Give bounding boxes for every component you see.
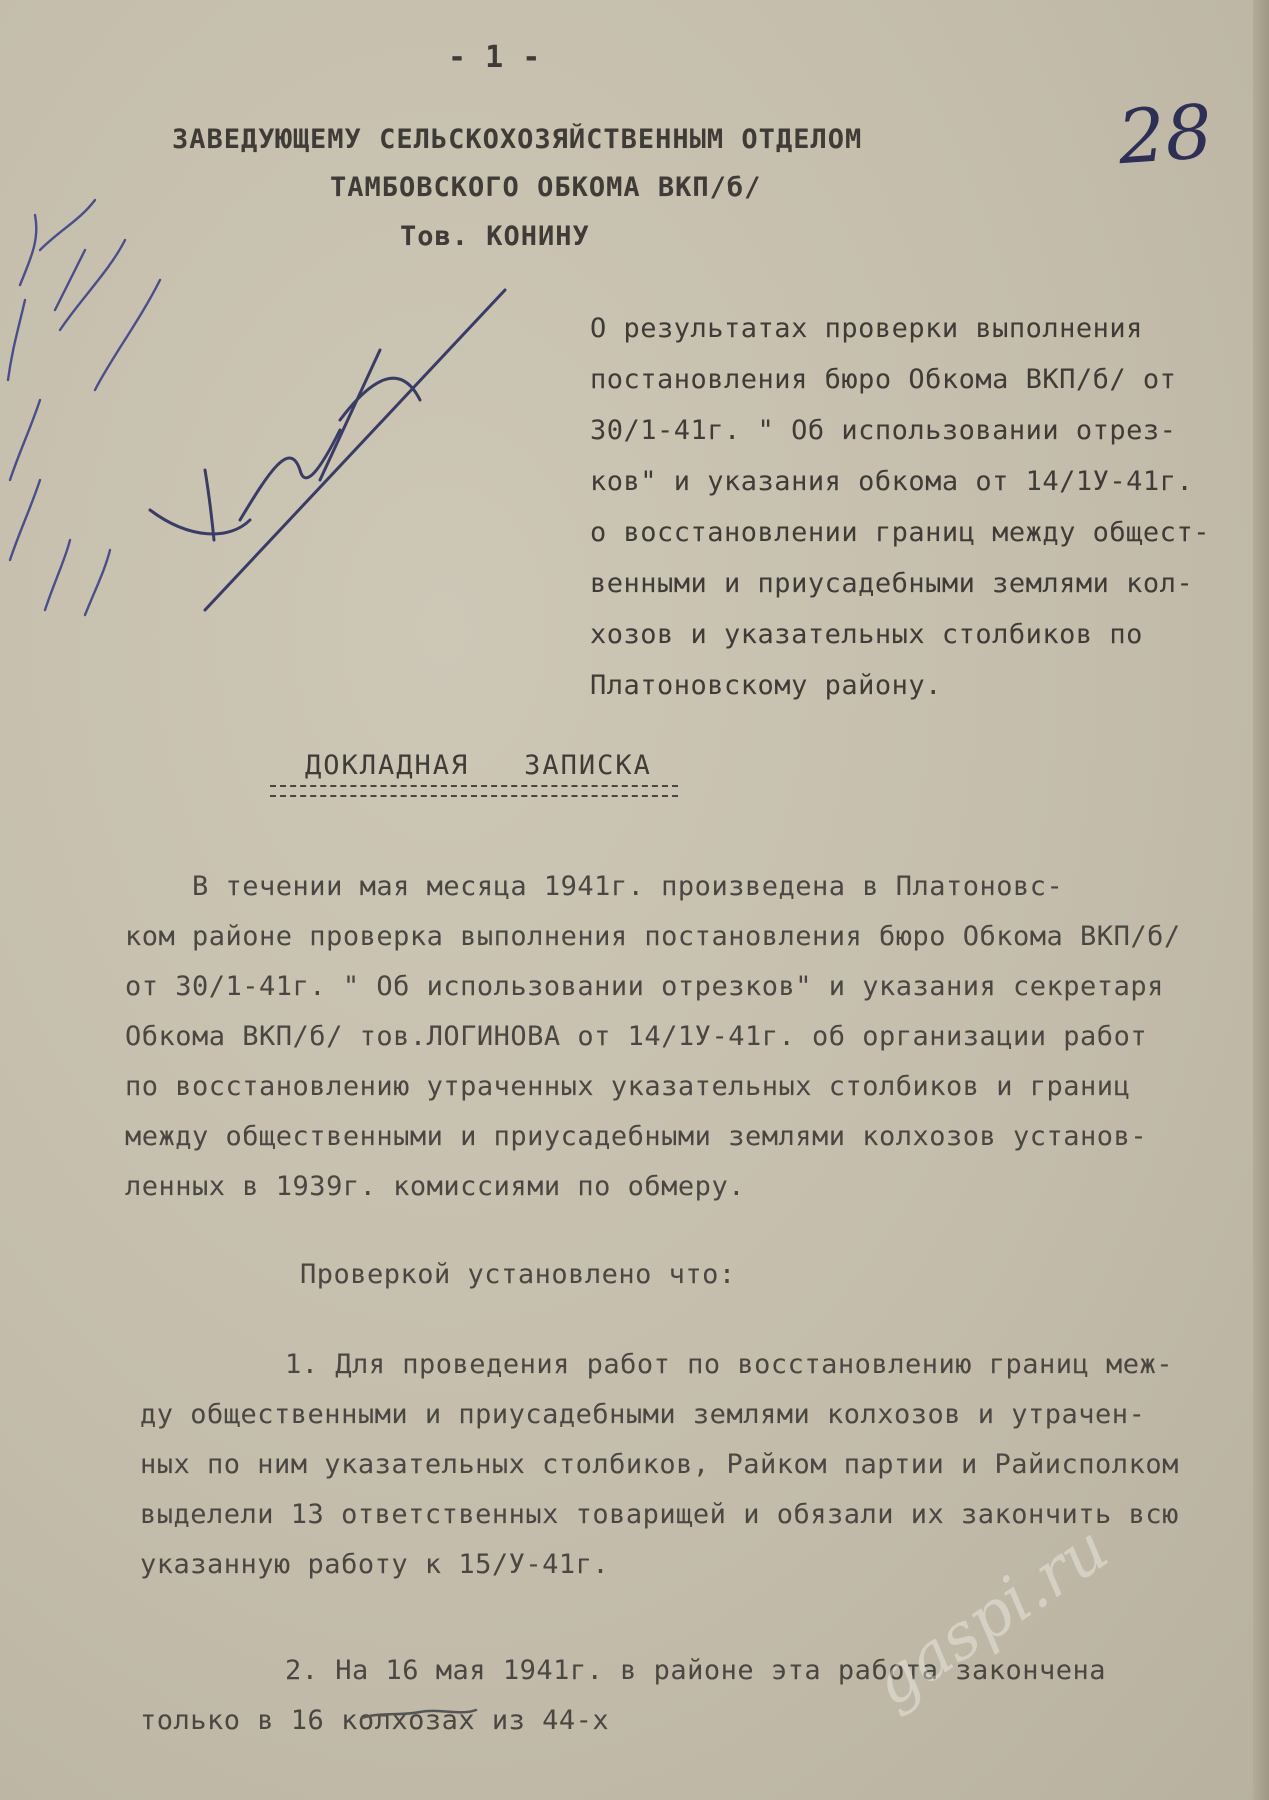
paragraph-line: Обкома ВКП/б/ тов.ЛОГИНОВА от 14/1У-41г. об организации работ xyxy=(125,1021,1148,1052)
document-title: ДОКЛАДНАЯ ЗАПИСКА xyxy=(305,750,652,781)
paragraph-line: В течении мая месяца 1941г. произведена в Платоновс- xyxy=(125,871,1064,902)
paragraph-2: Проверкой установлено что: xyxy=(300,1259,736,1290)
paragraph-line: между общественными и приусадебными землями колхозов установ- xyxy=(125,1121,1148,1152)
subject-line: Платоновскому району. xyxy=(590,670,942,701)
addressee-line-3: Тов. КОНИНУ xyxy=(400,221,590,252)
subject-line: постановления бюро Обкома ВКП/б/ от xyxy=(590,364,1177,395)
paper-edge xyxy=(1253,0,1269,1800)
paragraph-line: по восстановлению утраченных указательных столбиков и границ xyxy=(125,1071,1131,1102)
subject-line: 30/1-41г. " Об использовании отрез- xyxy=(590,415,1177,446)
folio-number: 28 xyxy=(1115,88,1216,182)
subject-line: хозов и указательных столбиков по xyxy=(590,619,1143,650)
item-line: 2. На 16 мая 1941г. в районе эта работа закончена xyxy=(285,1655,1107,1686)
item-line: ду общественными и приусадебными землями колхозов и утрачен- xyxy=(140,1399,1146,1430)
item-line: указанную работу к 15/У-41г. xyxy=(140,1549,610,1580)
subject-line: ков" и указания обкома от 14/1У-41г. xyxy=(590,466,1194,497)
title-underline xyxy=(270,785,678,797)
paragraph-line: ленных в 1939г. комиссиями по обмеру. xyxy=(125,1171,745,1202)
watermark: gaspi.ru xyxy=(860,1511,1122,1722)
page-number: - 1 - xyxy=(448,40,541,75)
paragraph-line: от 30/1-41г. " Об использовании отрезков" и указания секретаря xyxy=(125,971,1164,1002)
item-line: только в 16 колхозах из 44-х xyxy=(140,1705,610,1736)
subject-line: О результатах проверки выполнения xyxy=(590,313,1143,344)
addressee-line-1: ЗАВЕДУЮЩЕМУ СЕЛЬСКОХОЗЯЙСТВЕННЫМ ОТДЕЛОМ xyxy=(172,124,863,155)
subject-line: венными и приусадебными землями кол- xyxy=(590,568,1194,599)
item-line: выделели 13 ответственных товарищей и обязали их закончить всю xyxy=(140,1499,1179,1530)
paragraph-line: ком районе проверка выполнения постановления бюро Обкома ВКП/б/ xyxy=(125,921,1181,952)
item-line: ных по ним указательных столбиков, Райком партии и Райисполком xyxy=(140,1449,1179,1480)
item-line: 1. Для проведения работ по восстановлению границ меж- xyxy=(285,1349,1174,1380)
addressee-line-2: ТАМБОВСКОГО ОБКОМА ВКП/б/ xyxy=(330,172,762,203)
subject-line: о восстановлении границ между общест- xyxy=(590,517,1210,548)
